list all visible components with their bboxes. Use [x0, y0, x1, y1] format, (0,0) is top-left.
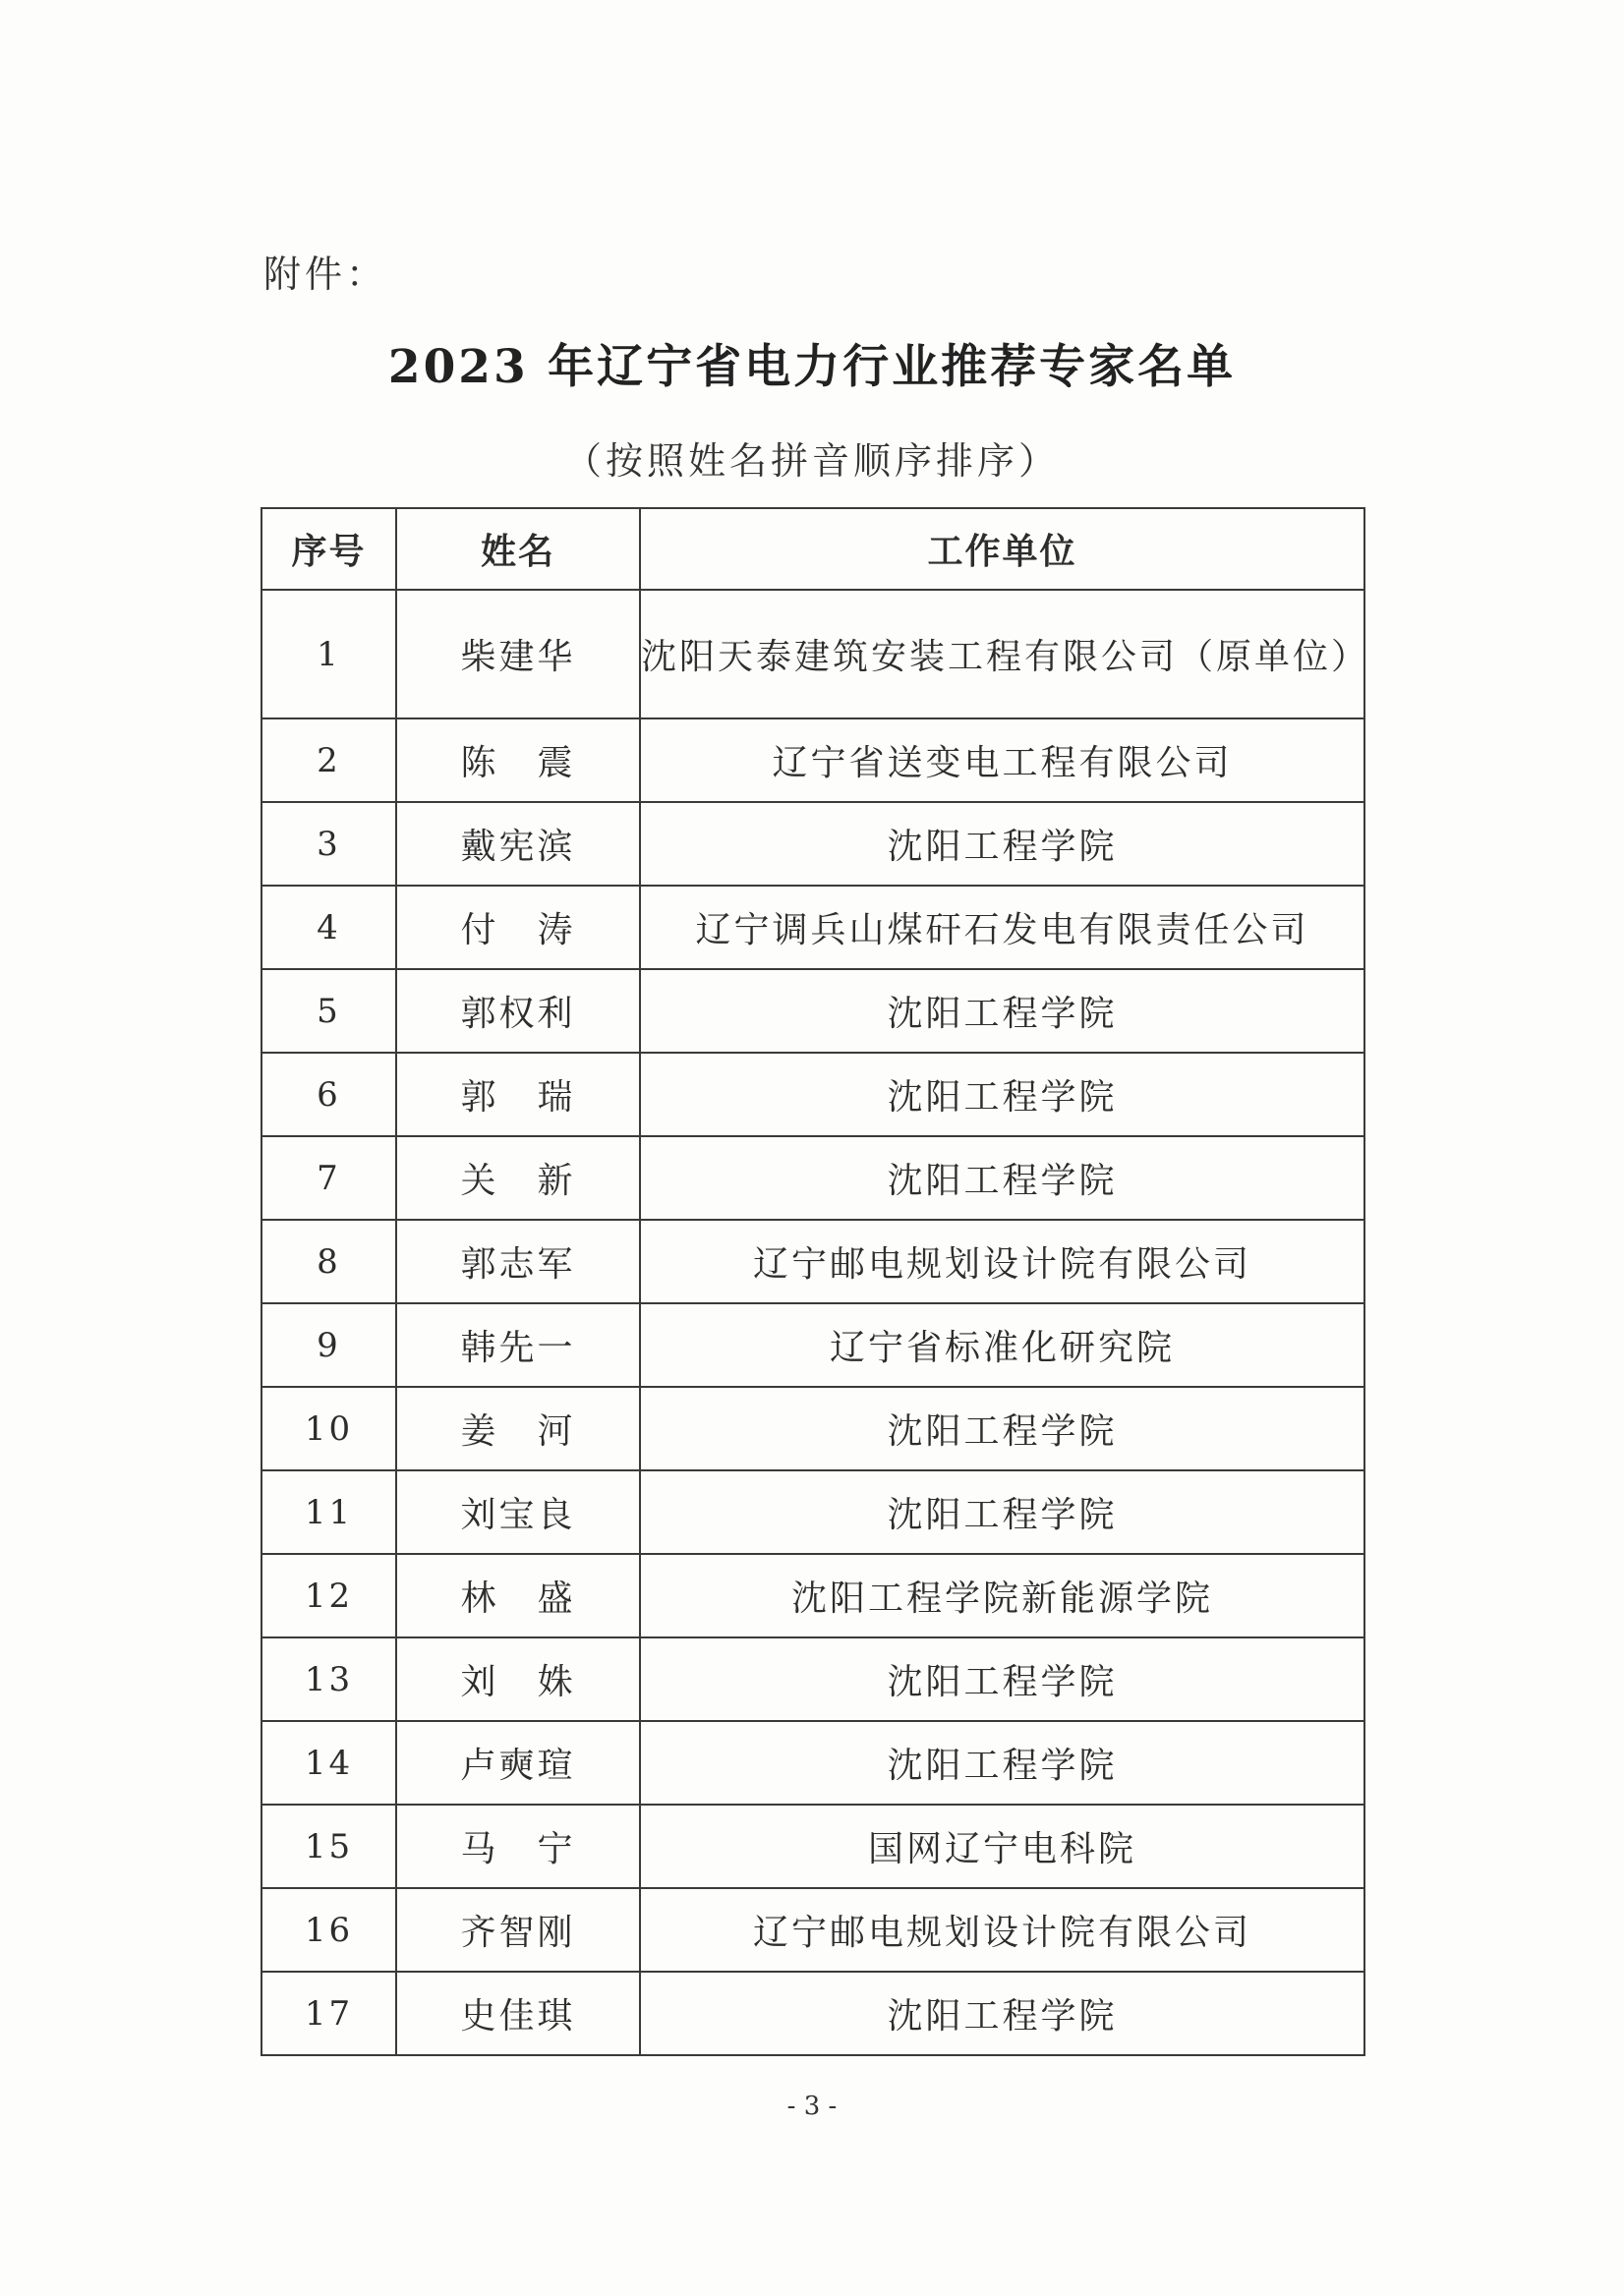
row-serial-number: 4: [261, 886, 396, 969]
row-serial-number: 13: [261, 1637, 396, 1721]
row-work-unit: 辽宁调兵山煤矸石发电有限责任公司: [640, 886, 1364, 969]
row-name: 卢奭瑄: [396, 1721, 640, 1805]
row-name: 刘宝良: [396, 1470, 640, 1554]
table-row: [261, 969, 1364, 1053]
table-row: [261, 1387, 1364, 1470]
row-name: 姜 河: [396, 1387, 640, 1470]
row-serial-number: 7: [261, 1136, 396, 1220]
row-name: 郭志军: [396, 1220, 640, 1303]
row-name: 齐智刚: [396, 1888, 640, 1972]
table-row: [261, 1554, 1364, 1637]
row-work-unit: 沈阳工程学院新能源学院: [640, 1554, 1364, 1637]
attachment-label: 附件：: [263, 253, 388, 296]
expert-list-table: [261, 507, 1370, 2056]
row-work-unit: 沈阳工程学院: [640, 969, 1364, 1053]
row-work-unit: 沈阳工程学院: [640, 1053, 1364, 1136]
row-serial-number: 1: [261, 590, 396, 718]
row-work-unit: 沈阳天泰建筑安装工程有限公司（原单位）: [640, 590, 1364, 718]
row-name: 史佳琪: [396, 1972, 640, 2055]
row-serial-number: 14: [261, 1721, 396, 1805]
row-work-unit: 辽宁省送变电工程有限公司: [640, 718, 1364, 802]
row-name: 关 新: [396, 1136, 640, 1220]
row-name: 郭 瑞: [396, 1053, 640, 1136]
row-serial-number: 5: [261, 969, 396, 1053]
row-work-unit: 沈阳工程学院: [640, 1136, 1364, 1220]
row-work-unit: 国网辽宁电科院: [640, 1805, 1364, 1888]
row-serial-number: 17: [261, 1972, 396, 2055]
row-serial-number: 9: [261, 1303, 396, 1387]
row-name: 刘 姝: [396, 1637, 640, 1721]
row-serial-number: 16: [261, 1888, 396, 1972]
page-number: - 3 -: [786, 2092, 838, 2121]
header-work-unit: 工作单位: [640, 508, 1364, 590]
table-row: [261, 1805, 1364, 1888]
row-work-unit: 沈阳工程学院: [640, 802, 1364, 886]
document-title: 2023 年辽宁省电力行业推荐专家名单: [387, 340, 1237, 394]
row-name: 戴宪滨: [396, 802, 640, 886]
table-row: [261, 1470, 1364, 1554]
row-name: 陈 震: [396, 718, 640, 802]
table-row: [261, 802, 1364, 886]
row-serial-number: 8: [261, 1220, 396, 1303]
row-name: 韩先一: [396, 1303, 640, 1387]
row-name: 马 宁: [396, 1805, 640, 1888]
row-work-unit: 辽宁邮电规划设计院有限公司: [640, 1220, 1364, 1303]
table-row: [261, 1220, 1364, 1303]
row-work-unit: 沈阳工程学院: [640, 1972, 1364, 2055]
row-name: 付 涛: [396, 886, 640, 969]
row-serial-number: 10: [261, 1387, 396, 1470]
row-serial-number: 12: [261, 1554, 396, 1637]
row-work-unit: 沈阳工程学院: [640, 1637, 1364, 1721]
row-serial-number: 3: [261, 802, 396, 886]
header-serial-number: 序号: [261, 508, 396, 590]
row-work-unit: 沈阳工程学院: [640, 1470, 1364, 1554]
row-serial-number: 11: [261, 1470, 396, 1554]
table-row: [261, 886, 1364, 969]
row-name: 郭权利: [396, 969, 640, 1053]
row-serial-number: 2: [261, 718, 396, 802]
table-row: [261, 718, 1364, 802]
row-work-unit: 辽宁省标准化研究院: [640, 1303, 1364, 1387]
table-row: [261, 1303, 1364, 1387]
table-row: [261, 1637, 1364, 1721]
row-serial-number: 15: [261, 1805, 396, 1888]
row-work-unit: 辽宁邮电规划设计院有限公司: [640, 1888, 1364, 1972]
row-work-unit: 沈阳工程学院: [640, 1387, 1364, 1470]
row-work-unit: 沈阳工程学院: [640, 1721, 1364, 1805]
row-serial-number: 6: [261, 1053, 396, 1136]
table-row: [261, 1888, 1364, 1972]
header-name: 姓名: [396, 508, 640, 590]
table-row: [261, 1721, 1364, 1805]
table-row: [261, 1136, 1364, 1220]
document-subtitle: （按照姓名拼音顺序排序）: [563, 439, 1060, 483]
row-name: 柴建华: [396, 590, 640, 718]
row-name: 林 盛: [396, 1554, 640, 1637]
table-row: [261, 590, 1364, 718]
table-header-row: [261, 508, 1364, 590]
table-row: [261, 1053, 1364, 1136]
table-row: [261, 1972, 1364, 2055]
